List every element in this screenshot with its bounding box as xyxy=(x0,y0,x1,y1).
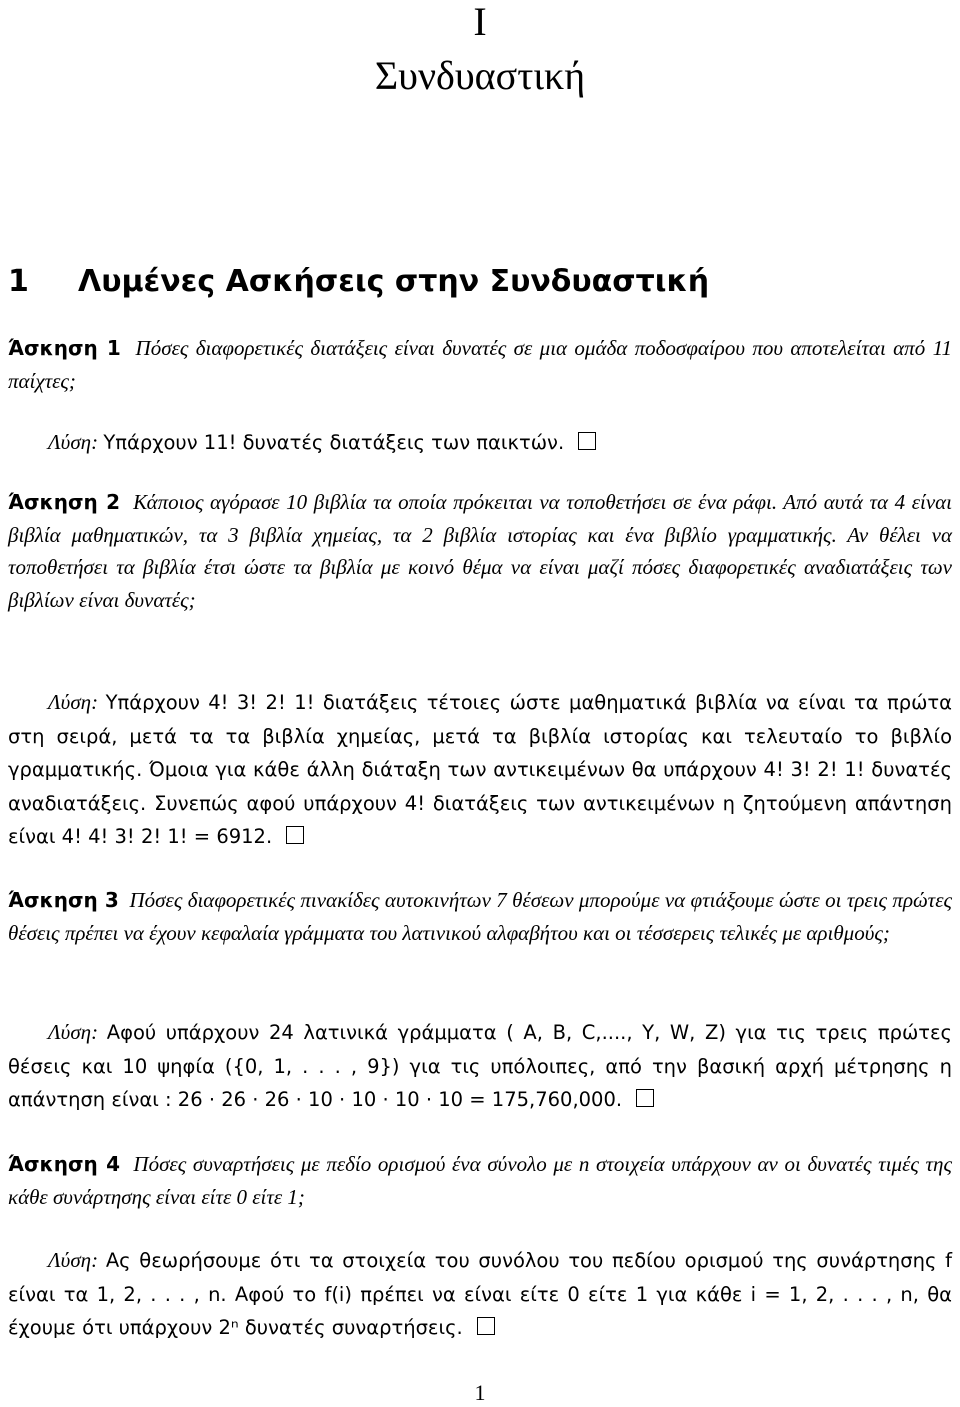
solution-text: Ας θεωρήσουμε ότι τα στοιχεία του συνόλου του πεδίου ορισμού της συνάρτησης f είναι τα 1, 2, . . . , n. Αφού το f(i) πρέπει να είναι είτε 0 είτε 1 για κάθε i = 1, 2, . . . , n, θα έχουμε ότι υπάρχουν 2ⁿ δυνατές συναρτήσεις. xyxy=(8,1249,952,1339)
section-number: 1 xyxy=(8,264,29,299)
exercise-1 xyxy=(8,332,952,397)
solution-3 xyxy=(8,1016,952,1117)
exercise-label: Άσκηση 3 xyxy=(8,888,119,912)
exercise-question: Κάποιος αγόρασε 10 βιβλία τα οποία πρόκειται να τοποθετήσει σε ένα ράφι. Από αυτά τα 4 είναι βιβλία μαθηματικών, τα 3 βιβλία χημείας, τα 2 βιβλία ιστορίας και ένα βιβλίο γραμματικής. Αν θέλει να τοποθετήσει τα βιβλία έτσι ώστε τα βιβλία με κοινό θέμα να είναι μαζί πόσες διαφορετικές αναδιατάξεις των βιβλίων είναι δυνατές; xyxy=(8,490,952,612)
section-title: Λυμένες Ασκήσεις στην Συνδυαστική xyxy=(78,264,710,299)
exercise-label: Άσκηση 1 xyxy=(8,336,121,360)
part-title: Συνδυαστική xyxy=(374,53,586,98)
exercise-3 xyxy=(8,884,952,949)
solution-4 xyxy=(8,1244,952,1345)
solution-label: Λύση: xyxy=(48,430,99,454)
solution-text: Υπάρχουν 4! 3! 2! 1! διατάξεις τέτοιες ώστε μαθηματικά βιβλία να είναι τα πρώτα στη σειρά, μετά τα τα βιβλία χημείας, μετά τα βιβλία ιστορίας και τελευταίο το βιβλίο γραμματικής. Όμοια για κάθε άλλη διάταξη των αντικειμένων θα υπάρχουν 4! 3! 2! 1! δυνατές αναδιατάξεις. Συνεπώς αφού υπάρχουν 4! διατάξεις των αντικειμένων η ζητούμενη απάντηση είναι 4! 4! 3! 2! 1! = 6912. xyxy=(8,691,952,848)
solution-label: Λύση: xyxy=(48,1248,99,1272)
solution-text: Υπάρχουν 11! δυνατές διατάξεις των παικτών. xyxy=(103,431,565,454)
exercise-label: Άσκηση 4 xyxy=(8,1152,121,1176)
exercise-label: Άσκηση 2 xyxy=(8,490,120,514)
exercise-2 xyxy=(8,486,952,616)
exercise-4 xyxy=(8,1148,952,1213)
exercise-question: Πόσες συναρτήσεις με πεδίο ορισμού ένα σύνολο με n στοιχεία υπάρχουν αν οι δυνατές τιμές της κάθε συνάρτησης είναι είτε 0 είτε 1; xyxy=(8,1152,952,1209)
page-number: 1 xyxy=(474,1380,486,1405)
qed-square-icon xyxy=(636,1089,654,1107)
qed-square-icon xyxy=(578,432,596,450)
solution-text: Αφού υπάρχουν 24 λατινικά γράμματα ( A, B, C,...., Y, W, Z) για τις τρεις πρώτες θέσεις και 10 ψηφία ({0, 1, . . . , 9}) για τις υπόλοιπες, από την βασική αρχή μέτρησης η απάντηση είναι : 26 · 26 · 26 · 10 · 10 · 10 · 10 = 175,760,000. xyxy=(8,1021,952,1111)
solution-label: Λύση: xyxy=(48,1020,99,1044)
qed-square-icon xyxy=(286,826,304,844)
solution-label: Λύση: xyxy=(48,690,99,714)
solution-2 xyxy=(8,686,952,854)
solution-1 xyxy=(8,426,952,460)
exercise-question: Πόσες διαφορετικές διατάξεις είναι δυνατές σε μια ομάδα ποδοσφαίρου που αποτελείται από 11 παίχτες; xyxy=(8,336,953,393)
qed-square-icon xyxy=(477,1317,495,1335)
part-number: I xyxy=(473,0,487,44)
exercise-question: Πόσες διαφορετικές πινακίδες αυτοκινήτων 7 θέσεων μπορούμε να φτιάξουμε ώστε οι τρεις πρώτες θέσεις πρέπει να έχουν κεφαλαία γράμματα του λατινικού αλφαβήτου και οι τέσσερεις τελικές με αριθμούς; xyxy=(8,888,952,945)
section-heading xyxy=(8,262,952,302)
